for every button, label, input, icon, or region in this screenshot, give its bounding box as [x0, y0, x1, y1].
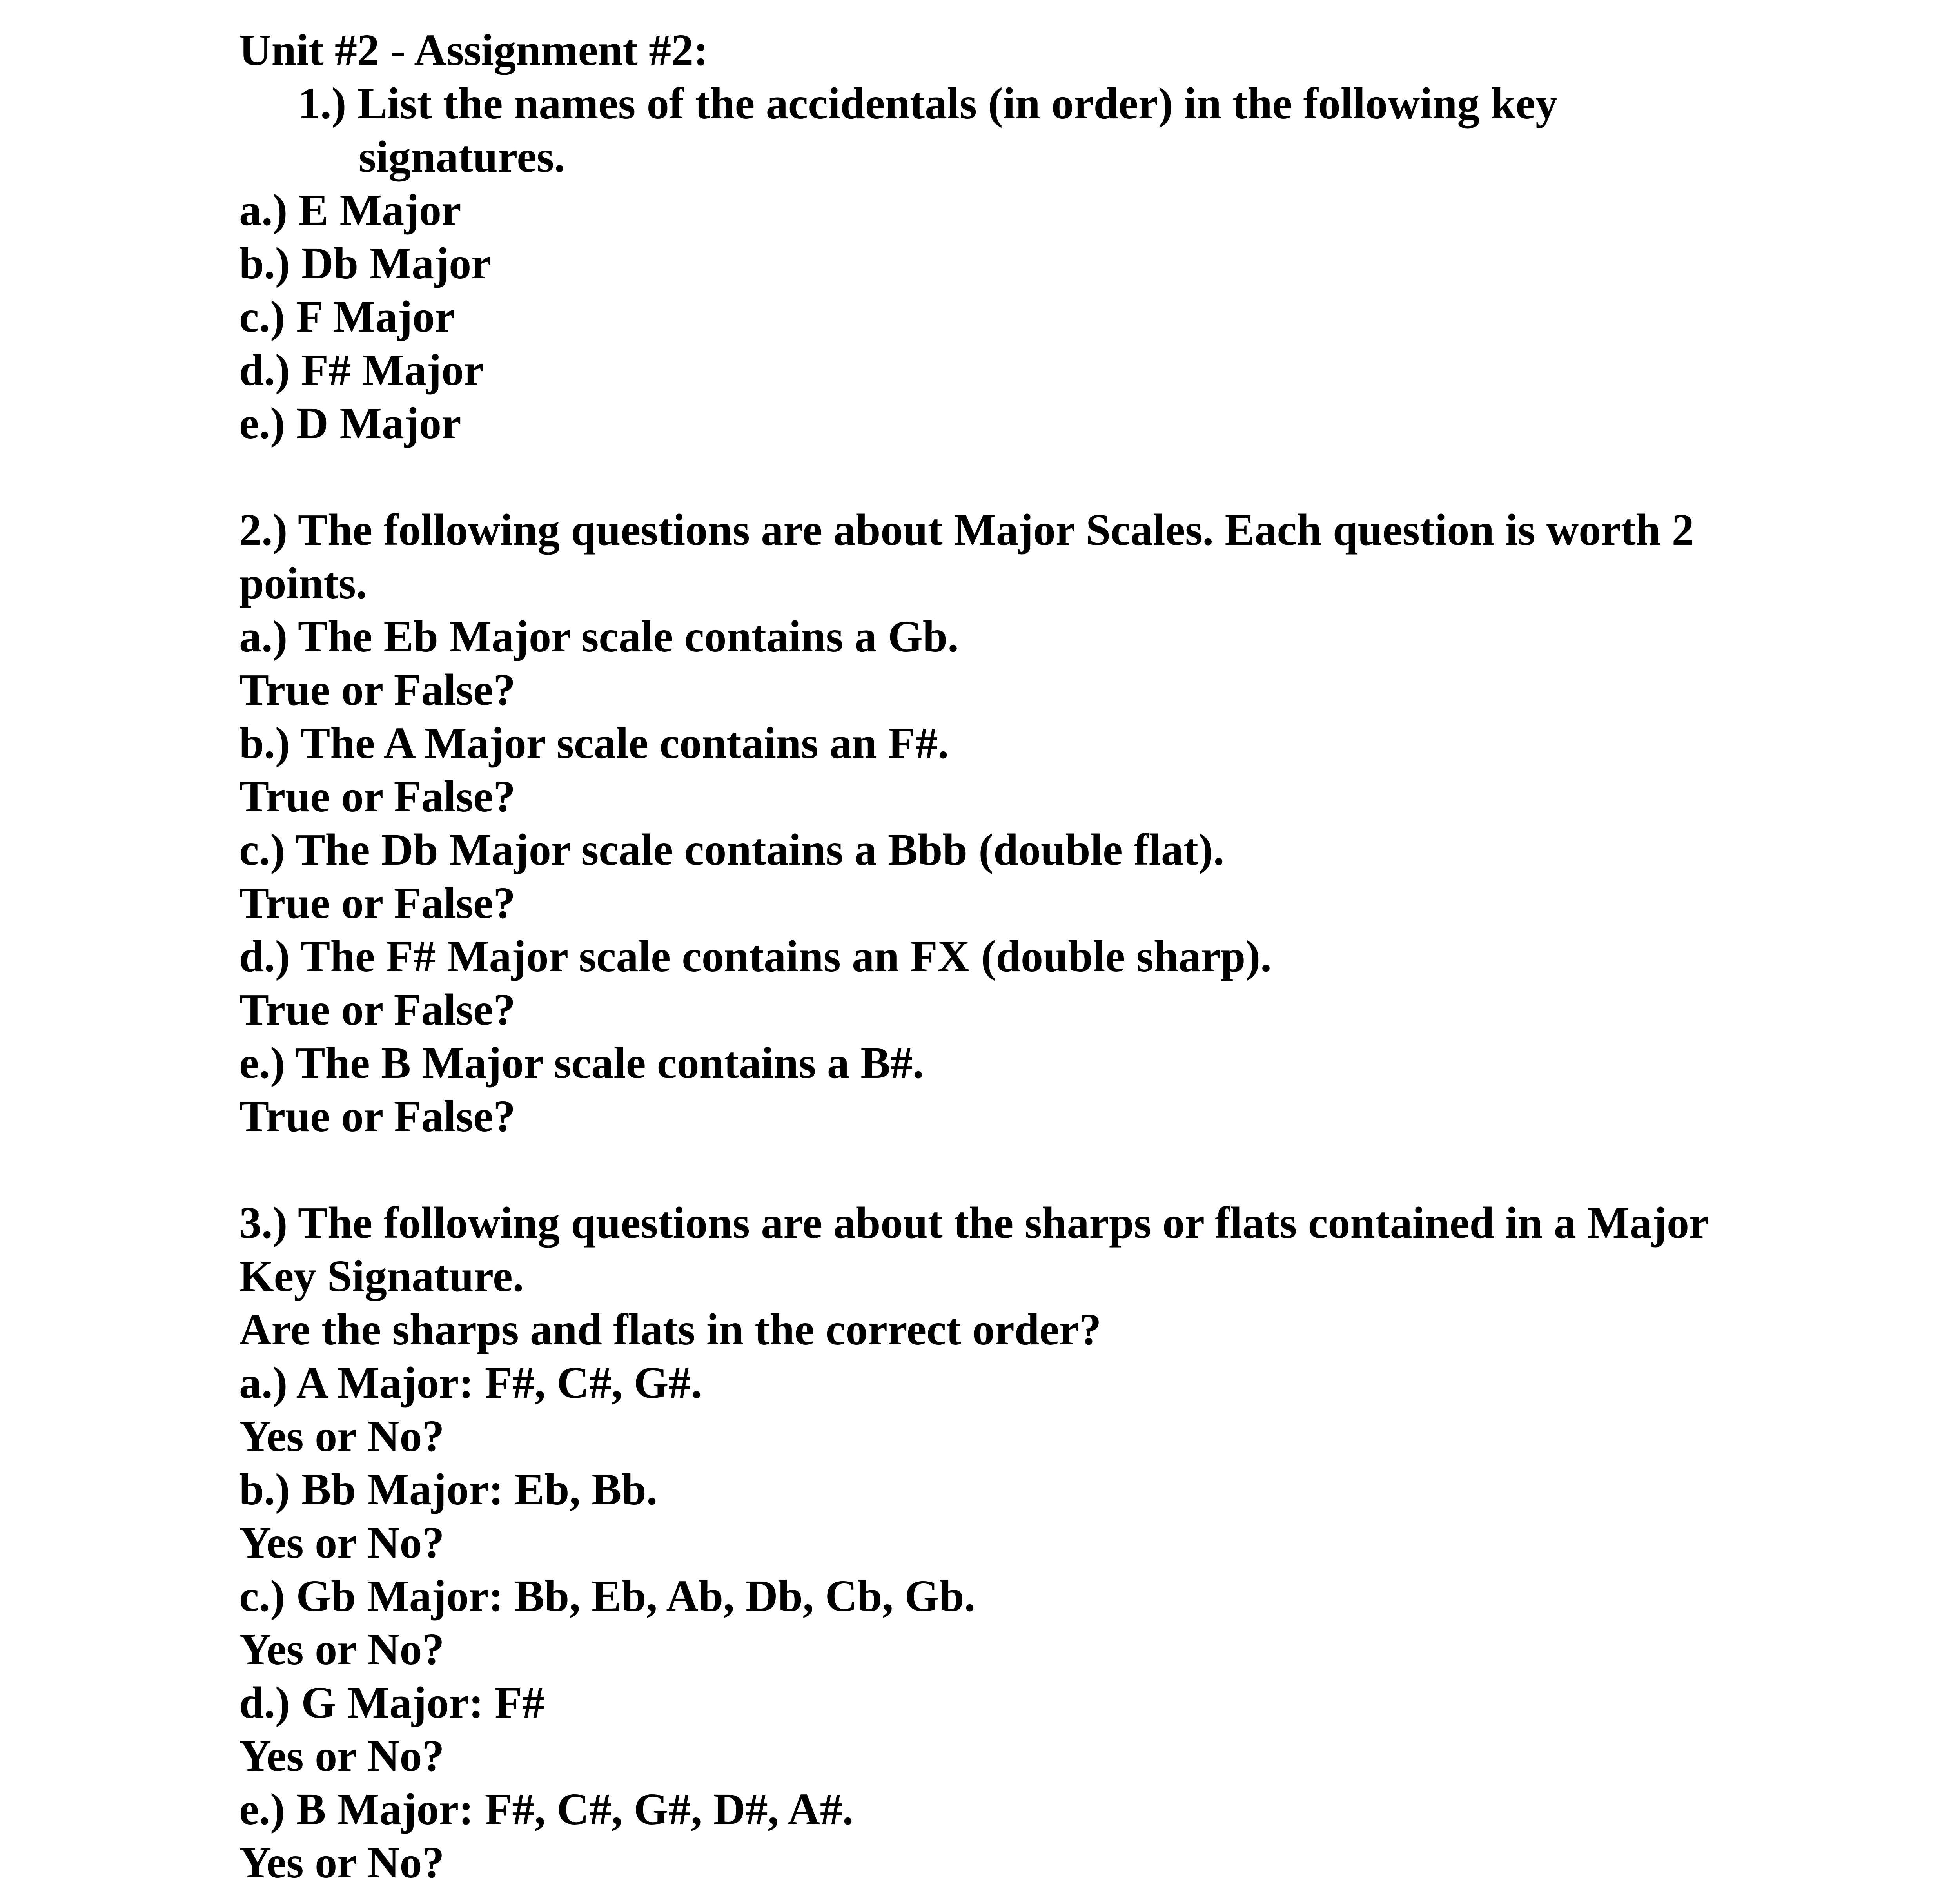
question-1-prompt: 1.) List the names of the accidentals (in order) in the following key [298, 78, 1558, 128]
section-spacer [239, 1143, 1807, 1196]
question-2-choice: True or False? [239, 985, 515, 1034]
question-3-choice: Yes or No? [239, 1837, 445, 1887]
question-3-choice: Yes or No? [239, 1411, 445, 1461]
question-1-item: a.) E Major [239, 185, 461, 235]
question-3-prompt: 3.) The following questions are about the sharps or flats contained in a Major [239, 1198, 1709, 1248]
question-3-choice: Yes or No? [239, 1624, 445, 1674]
page-title: Unit #2 - Assignment #2: [239, 25, 709, 75]
question-2-choice: True or False? [239, 878, 515, 928]
question-3-statement: b.) Bb Major: Eb, Bb. [239, 1464, 658, 1514]
section-spacer [239, 450, 1807, 503]
question-3-statement: c.) Gb Major: Bb, Eb, Ab, Db, Cb, Gb. [239, 1571, 976, 1621]
question-2-statement: c.) The Db Major scale contains a Bbb (double flat). [239, 825, 1225, 874]
question-1-item: e.) D Major [239, 398, 461, 448]
question-3-prompt-continued: Key Signature. [239, 1251, 524, 1301]
question-2-choice: True or False? [239, 771, 515, 821]
question-1-item: c.) F Major [239, 292, 455, 341]
question-3-choice: Yes or No? [239, 1731, 445, 1781]
question-3-statement: d.) G Major: F# [239, 1678, 544, 1727]
question-2-statement: e.) The B Major scale contains a B#. [239, 1038, 924, 1088]
question-3-choice: Yes or No? [239, 1518, 445, 1567]
assignment-document [239, 24, 1807, 1889]
question-1-item: d.) F# Major [239, 345, 484, 395]
question-2-prompt-continued: points. [239, 558, 367, 608]
question-2-choice: True or False? [239, 665, 515, 715]
question-2-statement: a.) The Eb Major scale contains a Gb. [239, 611, 959, 661]
question-2-prompt: 2.) The following questions are about Major Scales. Each question is worth 2 [239, 505, 1694, 555]
question-2-statement: d.) The F# Major scale contains an FX (double sharp). [239, 931, 1272, 981]
question-3-statement: e.) B Major: F#, C#, G#, D#, A#. [239, 1784, 854, 1834]
question-2-choice: True or False? [239, 1091, 515, 1141]
question-2-statement: b.) The A Major scale contains an F#. [239, 718, 949, 768]
question-3-statement: a.) A Major: F#, C#, G#. [239, 1358, 702, 1408]
question-1-item: b.) Db Major [239, 238, 491, 288]
question-3-instruction: Are the sharps and flats in the correct order? [239, 1304, 1102, 1354]
question-1-prompt-continued: signatures. [359, 132, 565, 181]
